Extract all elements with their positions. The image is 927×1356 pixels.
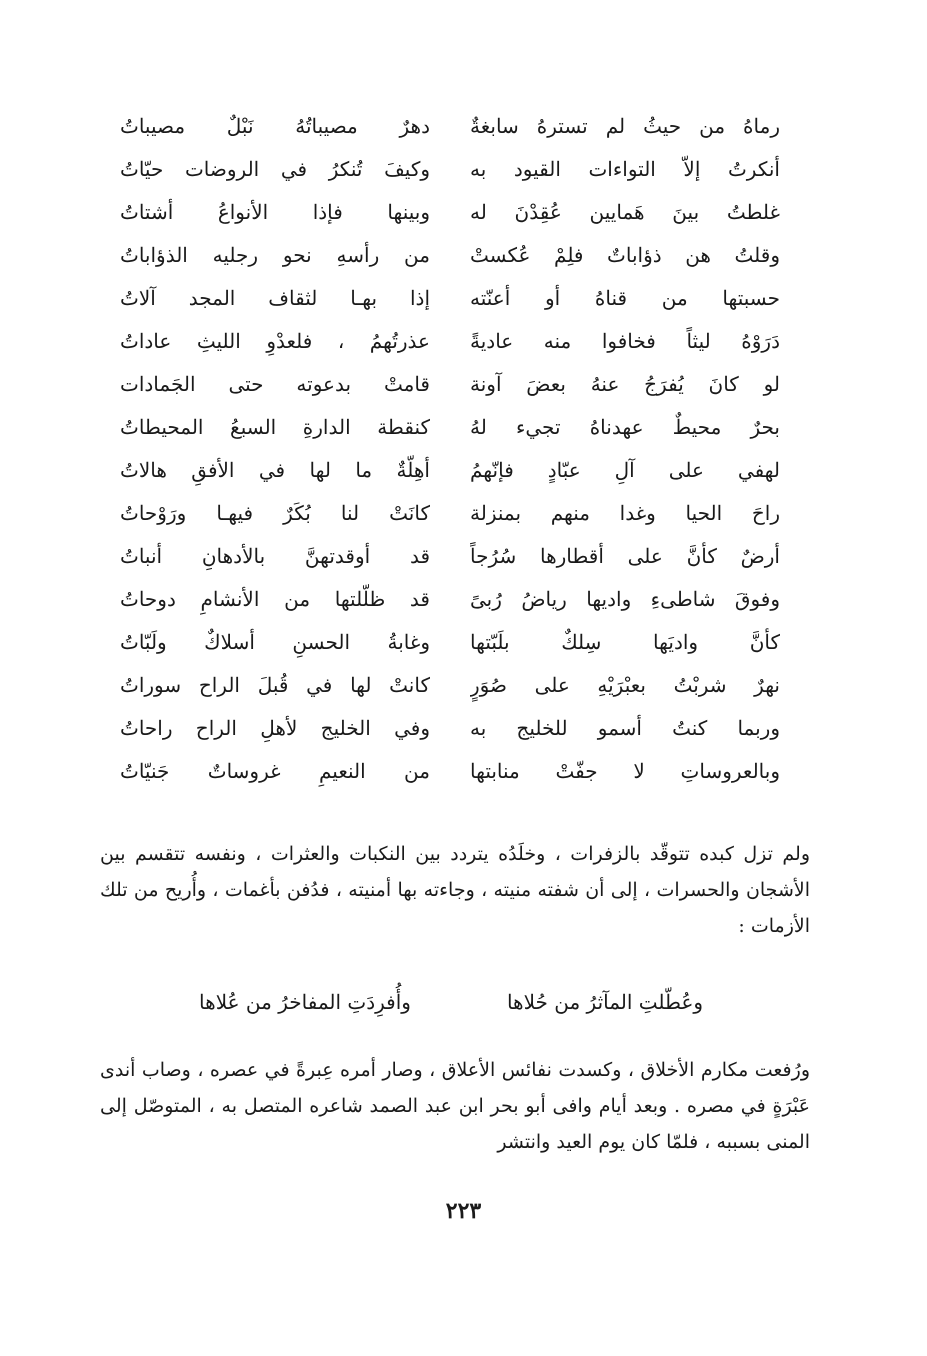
- prose-paragraph-2: ورُفعت مكارم الأخلاق ، وكسدت نفائس الأعلاق ، وصار أمره عِبرةً في عصره ، وصاب أندى عَبْرَةٍ في مصره . وبعد أيام وافى أبو بحر ابن عبد الصمد شاعره المتصل به ، المتوصّل إلى المنى بسببه ، فلمّا كان يوم العيد وانتشر: [100, 1059, 810, 1153]
- verse-first-hemistich: وربما كنتُ أسمو للخليج به: [470, 716, 780, 740]
- verse-second-hemistich: من النعيمِ غروساتٌ جَنيّاتُ: [120, 759, 430, 783]
- verse-line: [120, 750, 780, 793]
- verse-first-hemistich: كأنَّ واديَها سِلكٌ بلَبّتها: [470, 630, 780, 654]
- verse-line: [120, 234, 780, 277]
- verse-line: [120, 191, 780, 234]
- verse-line: [120, 621, 780, 664]
- verse-second-hemistich: وغابةُ الحسنِ أسلاكٌ ولَبّاتُ: [120, 630, 430, 654]
- verse-first-hemistich: حسبتها من قناهُ أو أعنّته: [470, 286, 780, 310]
- verse-first-hemistich: بحرٌ محيطٌ عهدناهُ تجيء لهُ: [470, 415, 780, 439]
- quoted-verse: [170, 982, 740, 1022]
- verse-line: [120, 707, 780, 750]
- verse-line: [120, 406, 780, 449]
- verse-first-hemistich: غلطتُ بينَ هَمايين عُقِدْنَ له: [470, 200, 780, 224]
- verse-second-hemistich: عذرتُهمُ ، فلعدْوِ الليثِ عاداتُ: [120, 329, 430, 353]
- verse-second-hemistich: كنقطة الدارةِ السبعُ المحيطاتُ: [120, 415, 430, 439]
- verse-first-hemistich: نهرٌ شربْتُ بعبْرَيْهِ على صُوَرٍ: [470, 673, 780, 697]
- verse-first-hemistich: لهفي على آلِ عبّادٍ فإنّهمُ: [470, 458, 780, 482]
- verse-line: [120, 492, 780, 535]
- verse-first-hemistich: أرضٌ كأنَّ على أقطارها سُرُجاً: [470, 544, 780, 568]
- verse-first-hemistich: أنكرتُ إلاّ التواءات القيود به: [470, 157, 780, 181]
- verse-line: [120, 578, 780, 621]
- quoted-verse-first-hemistich: وعُطّلتِ المآثرُ من حُلاها: [506, 990, 704, 1014]
- verse-line: [120, 105, 780, 148]
- verse-line: [120, 148, 780, 191]
- poem-verses: [120, 105, 780, 793]
- verse-line: [120, 535, 780, 578]
- verse-first-hemistich: وبالعروساتِ لا جفّتْ منابتها: [470, 759, 780, 783]
- prose-paragraph-1: ولم تزل كبده تتوقّد بالزفرات ، وخلَدُه يتردد بين النكبات والعثرات ، ونفسه تتقسم بين الأشجان والحسرات ، إلى أن شفته منيته ، وجاءته بها أمنيته ، فدُفن بأغمات ، وأُريح من تلك الأزمات :: [100, 843, 810, 937]
- verse-second-hemistich: وكيفَ تُنكرُ في الروضات حيّاتُ: [120, 157, 430, 181]
- verse-first-hemistich: راحَ الحيا وغدا منهم بمنزلة: [470, 501, 780, 525]
- verse-second-hemistich: أهِلّةٌ ما لها في الأفقِ هالاتُ: [120, 458, 430, 482]
- verse-line: [120, 664, 780, 707]
- verse-second-hemistich: وبينها فإذا الأنواعُ أشتاتُ: [120, 200, 430, 224]
- verse-second-hemistich: من رأسهِ نحو رجليه الذؤاباتُ: [120, 243, 430, 267]
- verse-second-hemistich: إذا بهـا لثقاف المجد آلاتُ: [120, 286, 430, 310]
- verse-first-hemistich: لو كانَ يُفرَجُ عنهُ بعضَ آونة: [470, 372, 780, 396]
- verse-second-hemistich: قامتْ بدعوته حتى الجَمادات: [120, 372, 430, 396]
- verse-second-hemistich: كانتْ لها في قُبلَ الراح سوراتُ: [120, 673, 430, 697]
- quoted-verse-second-hemistich: وأُفرِدَتِ المفاخرُ من عُلاها: [199, 990, 411, 1014]
- verse-first-hemistich: رماهُ من حيثُ لم تسترهُ سابغةٌ: [470, 114, 780, 138]
- verse-second-hemistich: وفي الخليج لأهلِ الراح راحاتُ: [120, 716, 430, 740]
- verse-second-hemistich: قد ظلّلتها من الأنشامِ دوحاتُ: [120, 587, 430, 611]
- verse-line: [120, 320, 780, 363]
- verse-second-hemistich: قد أوقدتهنَّ بالأدهانِ أنباتُ: [120, 544, 430, 568]
- verse-first-hemistich: دَرَوْهُ ليثاً فخافوا منه عاديةً: [470, 329, 780, 353]
- verse-second-hemistich: دهرٌ مصيباتُهُ نَبْلٌ مصيباتُ: [120, 114, 430, 138]
- verse-first-hemistich: وقلتُ هن ذؤاباتٌ فلِمْ عُكستْ: [470, 243, 780, 267]
- page-number: ٢٢٣: [445, 1198, 482, 1224]
- verse-line: [120, 363, 780, 406]
- verse-first-hemistich: وفوقَ شاطىءِ واديها رياضُ رُبىً: [470, 587, 780, 611]
- verse-second-hemistich: كانَتْ لنا بُكَرٌ فيهـا ورَوْحاتُ: [120, 501, 430, 525]
- verse-line: [120, 277, 780, 320]
- verse-line: [120, 449, 780, 492]
